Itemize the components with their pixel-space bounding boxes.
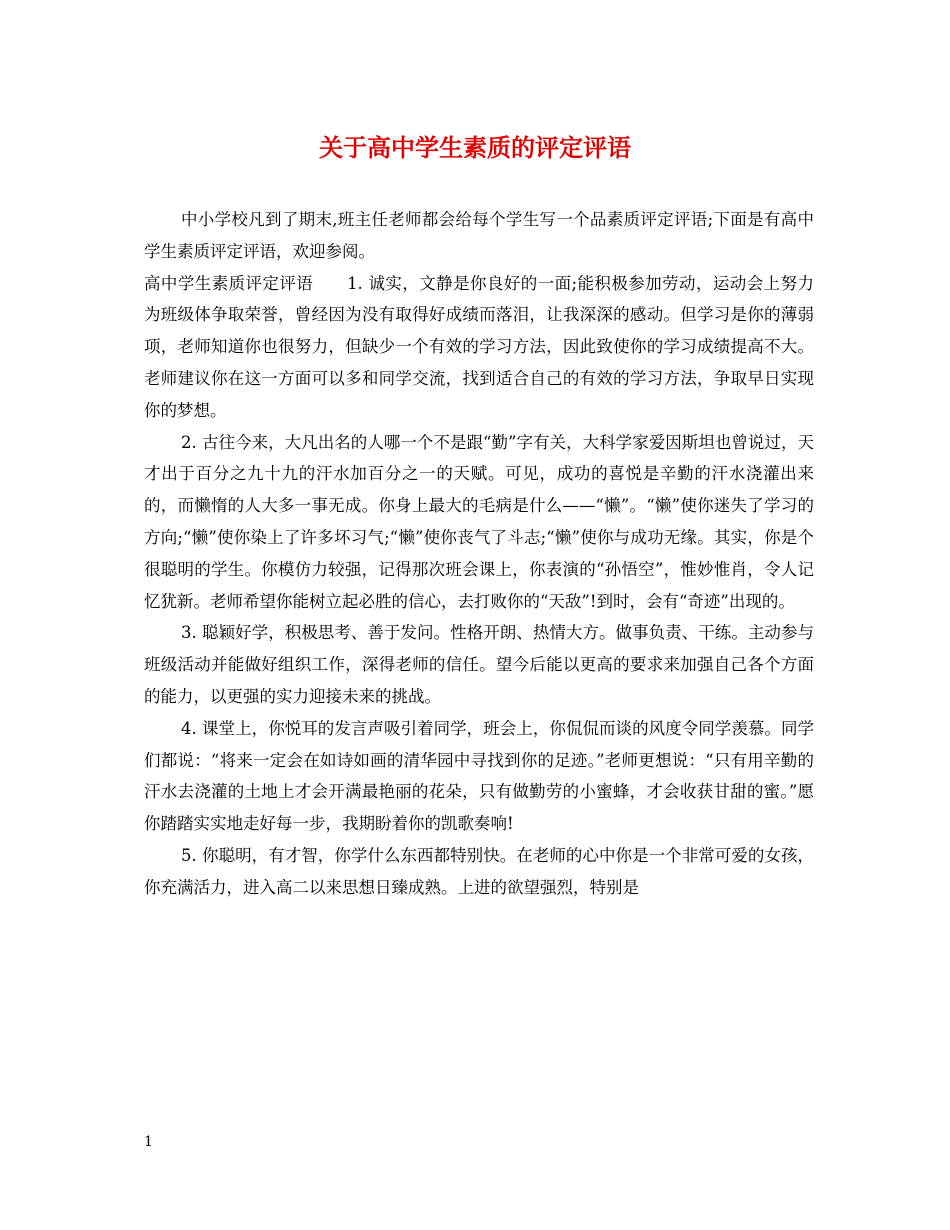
paragraph-comment-1: 高中学生素质评定评语 1. 诚实，文静是你良好的一面;能积极参加劳动，运动会上努力为班级体争取荣誉，曾经因为没有取得好成绩而落泪，让我深深的感动。但学习是你的薄弱项，老师知道你也很努力，但缺少一个有效的学习方法，因此致使你的学习成绩提高不大。老师建议你在这一方面可以多和同学交流，找到适合自己的有效的学习方法，争取早日实现你的梦想。 [144,273,814,420]
document-body [144,204,814,904]
paragraph-comment-2: 2. 古往今来，大凡出名的人哪一个不是跟“勤”字有关，大科学家爱因斯坦也曾说过，天才出于百分之九十九的汗水加百分之一的天赋。可见，成功的喜悦是辛勤的汗水浇灌出来的，而懒惰的人大多一事无成。你身上最大的毛病是什么——“懒”。“懒”使你迷失了学习的方向;“懒”使你染上了许多坏习气;“懒”使你丧气了斗志;“懒”使你与成功无缘。其实，你是个很聪明的学生。你模仿力较强，记得那次班会课上，你表演的“孙悟空”，惟妙惟肖，令人记忆犹新。老师希望你能树立起必胜的信心，去打败你的“天敌”!到时，会有“奇迹”出现的。 [144,432,814,611]
document-title: 关于高中学生素质的评定评语 [319,134,631,162]
paragraph-intro: 中小学校凡到了期末,班主任老师都会给每个学生写一个品素质评定评语;下面是有高中学生素质评定评语，欢迎参阅。 [144,210,814,261]
paragraph-comment-4: 4. 课堂上，你悦耳的发言声吸引着同学，班会上，你侃侃而谈的风度令同学羡慕。同学们都说：“将来一定会在如诗如画的清华园中寻找到你的足迹。”老师更想说：“只有用辛勤的汗水去浇灌的土地上才会开满最艳丽的花朵，只有做勤劳的小蜜蜂，才会收获甘甜的蜜。”愿你踏踏实实地走好每一步，我期盼着你的凯歌奏响! [144,718,814,834]
page-number: 1 [144,1134,153,1150]
paragraph-comment-3: 3. 聪颖好学，积极思考、善于发问。性格开朗、热情大方。做事负责、干练。主动参与班级活动并能做好组织工作，深得老师的信任。望今后能以更高的要求来加强自己各个方面的能力，以更强的实力迎接未来的挑战。 [144,623,814,706]
paragraph-comment-5: 5. 你聪明，有才智，你学什么东西都特别快。在老师的心中你是一个非常可爱的女孩，你充满活力，进入高二以来思想日臻成熟。上进的欲望强烈，特别是 [144,845,814,897]
